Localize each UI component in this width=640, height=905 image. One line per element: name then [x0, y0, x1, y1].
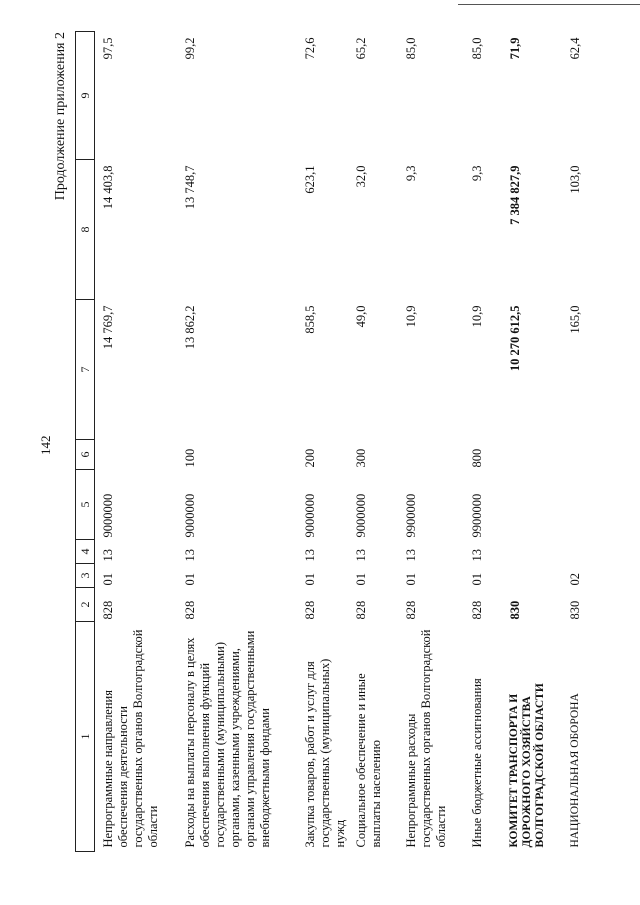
cell-c6: 800	[469, 448, 484, 468]
cell-c8: 9,3	[469, 165, 484, 182]
cell-c4	[502, 540, 562, 564]
row-name: Непрограммные направления обеспечения деятельности государственных органов Волгоградской области	[101, 629, 160, 848]
cell-c5: 9000000	[302, 493, 317, 538]
header-cell: 6	[76, 440, 95, 470]
cell-c2: 828	[403, 600, 418, 620]
table-row	[464, 32, 502, 852]
table-row	[398, 32, 464, 852]
cell-c4: 13	[302, 549, 317, 562]
cell-c5: 9900000	[469, 493, 484, 538]
cell-c5: 9000000	[101, 493, 115, 538]
cell-c9: 72,6	[302, 37, 317, 60]
header-cell: 2	[76, 588, 95, 622]
cell-c3	[502, 564, 562, 588]
cell-c3: 01	[182, 573, 197, 586]
cell-c6	[562, 440, 592, 470]
cell-c7: 13 862,2	[182, 305, 197, 350]
table-row	[177, 32, 297, 852]
header-cell: 9	[76, 32, 95, 160]
cell-c7: 10,9	[403, 305, 418, 328]
table-row	[348, 32, 398, 852]
cell-c2: 828	[182, 600, 197, 620]
header-cell: 8	[76, 160, 95, 300]
cell-c4: 13	[469, 549, 484, 562]
cell-c9: 62,4	[567, 37, 582, 60]
cell-c8: 623,1	[302, 165, 317, 194]
continuation-caption: Продолжение приложения 2	[53, 32, 68, 201]
cell-c4: 13	[403, 549, 418, 562]
cell-c5: 9000000	[353, 493, 368, 538]
table-row	[95, 32, 177, 852]
row-name: КОМИТЕТ ТРАНСПОРТА И ДОРОЖНОГО ХОЗЯЙСТВА ВОЛГОГРАДСКОЙ ОБЛАСТИ	[507, 683, 546, 848]
cell-c6: 200	[302, 448, 317, 468]
row-name: Непрограммные расходы государственных органов Волгоградской области	[403, 629, 448, 848]
cell-c9: 85,0	[469, 37, 484, 60]
header-row	[76, 32, 95, 852]
table-row	[297, 32, 348, 852]
cell-c6	[398, 440, 464, 470]
cell-c9: 85,0	[403, 37, 418, 60]
cell-c2: 830	[507, 600, 522, 620]
cell-c6: 300	[353, 448, 368, 468]
cell-c7: 14 769,7	[101, 305, 115, 350]
row-name: НАЦИОНАЛЬНАЯ ОБОРОНА	[568, 693, 581, 848]
cell-c2: 828	[469, 600, 484, 620]
cell-c4: 13	[101, 549, 115, 562]
cell-c9: 99,2	[182, 37, 197, 60]
cell-c8: 9,3	[403, 165, 418, 182]
cell-c5	[502, 470, 562, 540]
cell-c8: 7 384 827,9	[507, 165, 522, 225]
cell-c4: 13	[182, 549, 197, 562]
cell-c3: 01	[302, 573, 317, 586]
table-row	[502, 32, 562, 852]
page-number: 142	[38, 435, 53, 455]
cell-c6	[502, 440, 562, 470]
header-cell: 3	[76, 564, 95, 588]
rotated-sheet	[53, 32, 615, 852]
budget-table	[75, 31, 592, 852]
cell-c4: 13	[353, 549, 368, 562]
cell-c9: 71,9	[507, 37, 522, 60]
row-name: Социальное обеспечение и иные выплаты населению	[353, 673, 383, 848]
cell-c8: 32,0	[353, 165, 368, 188]
cell-c2: 828	[101, 600, 115, 620]
row-name: Расходы на выплаты персоналу в целях обеспечения выполнения функций государственными (муниципальными) органами, казенными учреждениями, органами управления государственными внебюджетными фондами	[182, 630, 272, 848]
cell-c8: 14 403,8	[101, 165, 115, 210]
header-cell: 7	[76, 300, 95, 440]
cell-c7: 165,0	[567, 305, 582, 334]
cell-c6	[95, 440, 177, 470]
cell-c2: 828	[302, 600, 317, 620]
cell-c9: 65,2	[353, 37, 368, 60]
row-name: Закупка товаров, работ и услуг для государственных (муниципальных) нужд	[302, 658, 347, 848]
cell-c5: 9000000	[182, 493, 197, 538]
cell-c4	[562, 540, 592, 564]
table-row	[562, 32, 592, 852]
cell-c7: 49,0	[353, 305, 368, 328]
header-cell: 5	[76, 470, 95, 540]
cell-c3: 01	[469, 573, 484, 586]
cell-c5	[562, 470, 592, 540]
cell-c3: 01	[403, 573, 418, 586]
cell-c2: 828	[353, 600, 368, 620]
header-cell: 1	[76, 622, 95, 852]
cell-c6: 100	[182, 448, 197, 468]
top-rule	[458, 4, 640, 5]
cell-c2: 830	[567, 600, 582, 620]
cell-c9: 97,5	[101, 37, 115, 60]
cell-c3: 02	[567, 573, 582, 586]
cell-c7: 858,5	[302, 305, 317, 334]
cell-c3: 01	[101, 573, 115, 586]
cell-c3: 01	[353, 573, 368, 586]
cell-c5: 9900000	[403, 493, 418, 538]
cell-c7: 10,9	[469, 305, 484, 328]
header-cell: 4	[76, 540, 95, 564]
row-name: Иные бюджетные ассигнования	[469, 678, 484, 848]
cell-c8: 13 748,7	[182, 165, 197, 210]
cell-c8: 103,0	[567, 165, 582, 194]
cell-c7: 10 270 612,5	[507, 305, 522, 372]
